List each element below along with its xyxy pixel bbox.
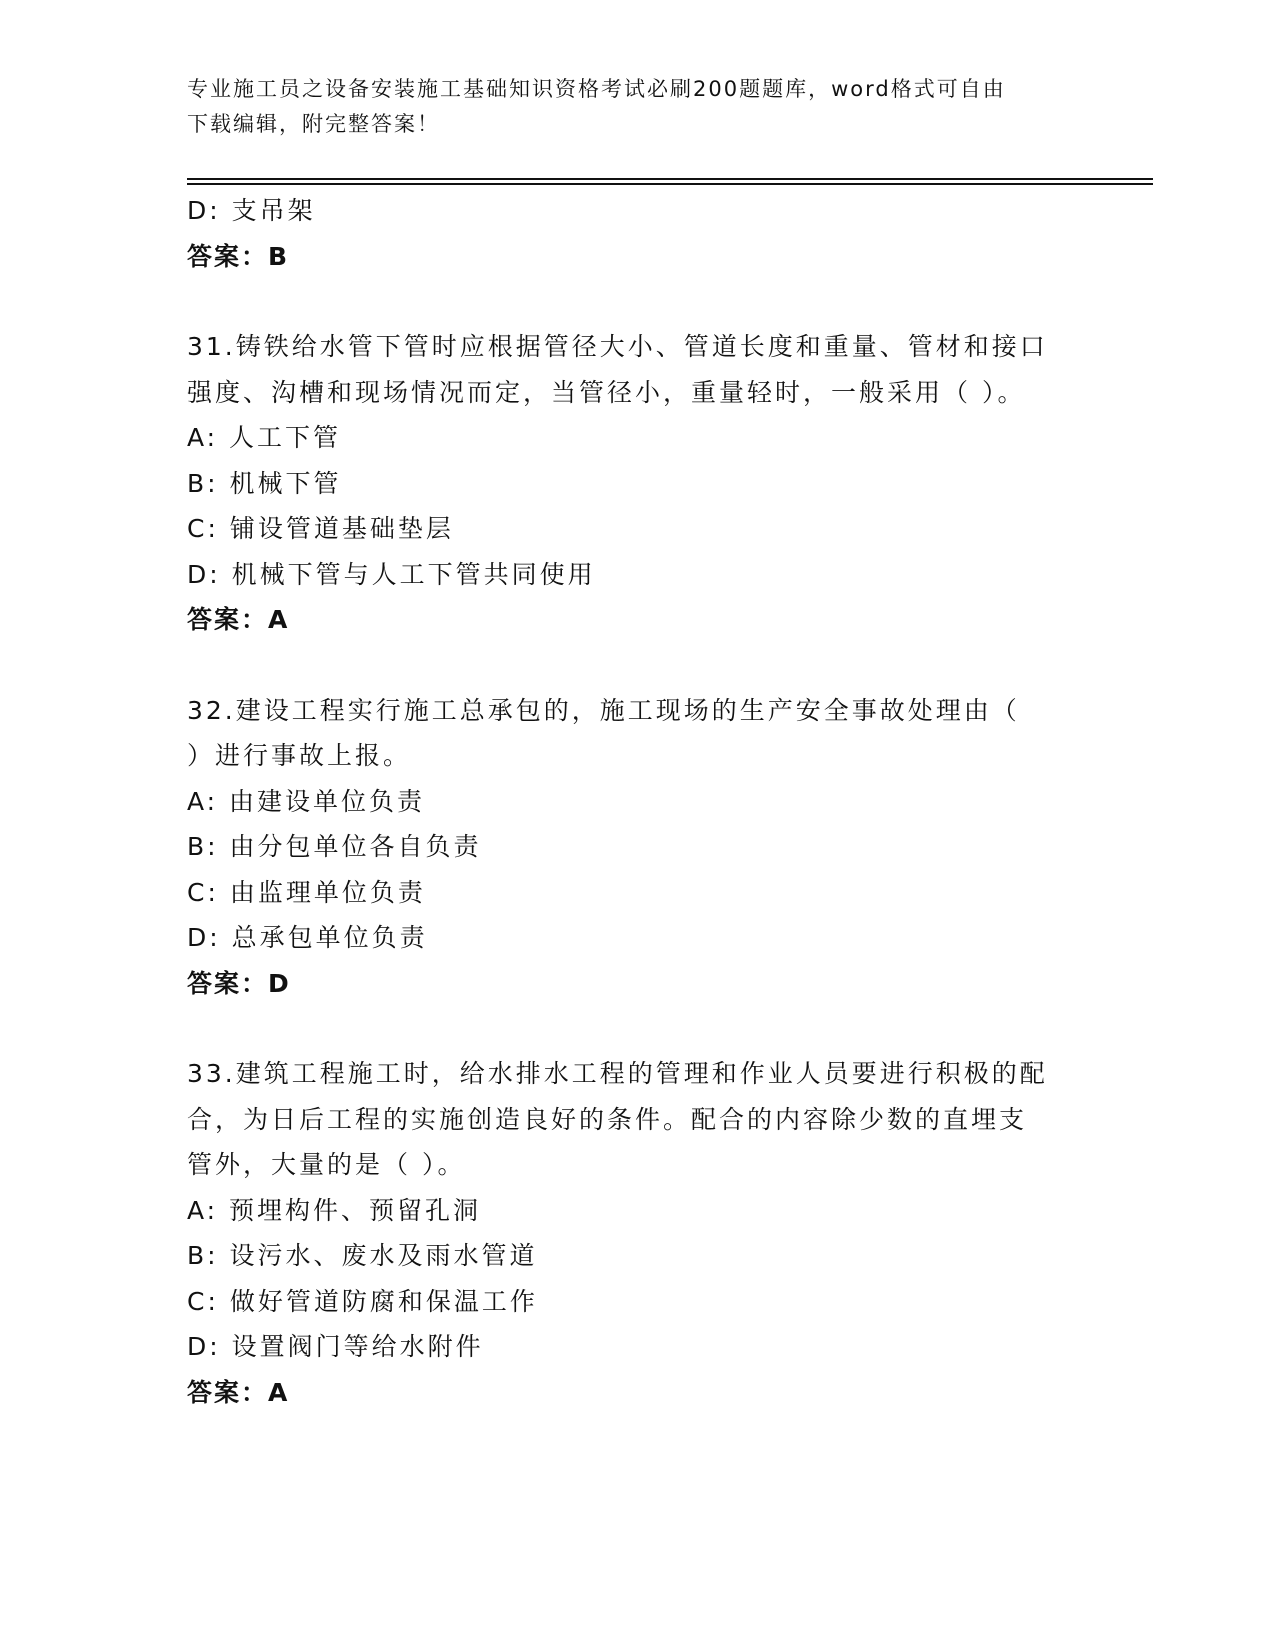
document-body	[187, 188, 1087, 1415]
previous-question-tail	[187, 188, 1087, 279]
answer-line: 答案：B	[187, 241, 290, 271]
option-a: A: 预埋构件、预留孔洞	[187, 1195, 482, 1225]
header-line-1: 专业施工员之设备安装施工基础知识资格考试必刷200题题库，word格式可自由	[187, 77, 1006, 101]
option-c: C: 由监理单位负责	[187, 877, 426, 907]
header-divider-bottom	[187, 183, 1153, 185]
question-31	[187, 324, 1087, 643]
answer-line: 答案：A	[187, 605, 290, 634]
answer-line: 答案：D	[187, 968, 291, 998]
option-b: B: 机械下管	[187, 468, 342, 498]
option-d: D: 支吊架	[187, 196, 316, 225]
question-33	[187, 1051, 1087, 1415]
question-text-line: 31.铸铁给水管下管时应根据管径大小、管道长度和重量、管材和接口	[187, 332, 1048, 361]
option-d: D: 机械下管与人工下管共同使用	[187, 559, 596, 589]
question-text-line: 33.建筑工程施工时，给水排水工程的管理和作业人员要进行积极的配	[187, 1059, 1048, 1088]
question-text-line: 32.建设工程实行施工总承包的，施工现场的生产安全事故处理由（	[187, 695, 1020, 725]
page-header	[187, 72, 1067, 142]
question-text-line: 强度、沟槽和现场情况而定，当管径小，重量轻时，一般采用（ ）。	[187, 377, 1026, 407]
question-text-line: 合，为日后工程的实施创造良好的条件。配合的内容除少数的直埋支	[187, 1104, 1028, 1134]
option-a: A: 人工下管	[187, 423, 342, 452]
option-c: C: 做好管道防腐和保温工作	[187, 1286, 538, 1316]
option-a: A: 由建设单位负责	[187, 786, 426, 816]
option-d: D: 总承包单位负责	[187, 923, 428, 952]
option-b: B: 设污水、废水及雨水管道	[187, 1241, 538, 1270]
option-b: B: 由分包单位各自负责	[187, 832, 482, 861]
header-line-2: 下载编辑，附完整答案！	[187, 112, 440, 136]
header-divider-top	[187, 178, 1153, 180]
option-d: D: 设置阀门等给水附件	[187, 1332, 484, 1361]
question-text-line: 管外，大量的是（ ）。	[187, 1150, 466, 1179]
question-32	[187, 688, 1087, 1007]
question-text-line: ）进行事故上报。	[187, 741, 412, 770]
option-c: C: 铺设管道基础垫层	[187, 514, 454, 543]
answer-line: 答案：A	[187, 1377, 290, 1407]
